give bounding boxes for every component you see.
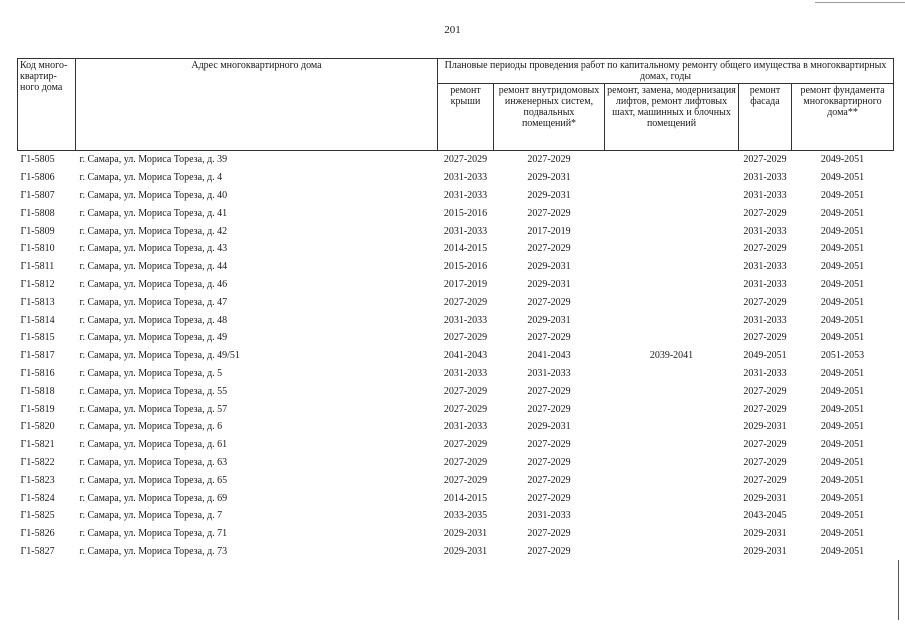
cell-systems: 2031-2033 xyxy=(527,510,571,522)
cell-facade: 2031-2033 xyxy=(743,189,787,201)
cell-systems: 2029-2031 xyxy=(527,189,571,201)
cell-lifts xyxy=(605,329,739,347)
cell-lifts xyxy=(605,507,739,525)
cell-address: г. Самара, ул. Мориса Тореза, д. 69 xyxy=(79,492,228,504)
cell-foundation: 2049-2051 xyxy=(820,243,865,255)
cell-address: г. Самара, ул. Мориса Тореза, д. 73 xyxy=(79,545,228,557)
cell-roof: 2017-2019 xyxy=(443,278,488,290)
cell-code: Г1-5821 xyxy=(20,439,55,451)
cell-roof: 2029-2031 xyxy=(443,545,488,557)
scan-edge-mark xyxy=(898,560,899,620)
table-row xyxy=(18,365,894,383)
cell-roof: 2031-2033 xyxy=(443,367,488,379)
cell-address: г. Самара, ул. Мориса Тореза, д. 47 xyxy=(79,296,228,308)
cell-address: г. Самара, ул. Мориса Тореза, д. 5 xyxy=(79,367,223,379)
cell-systems: 2029-2031 xyxy=(527,314,571,326)
table-row xyxy=(18,187,894,205)
cell-facade: 2031-2033 xyxy=(743,172,787,184)
cell-systems: 2031-2033 xyxy=(527,367,571,379)
cell-facade: 2027-2029 xyxy=(743,439,787,451)
cell-foundation: 2049-2051 xyxy=(820,207,865,219)
cell-foundation: 2049-2051 xyxy=(820,367,865,379)
header-periods: Плановые периоды проведения работ по капитальному ремонту общего имущества в многоквартирных домах, годы xyxy=(438,59,894,84)
cell-lifts xyxy=(605,471,739,489)
cell-systems: 2027-2029 xyxy=(527,403,571,415)
cell-facade: 2027-2029 xyxy=(743,385,787,397)
cell-lifts xyxy=(605,436,739,454)
cell-facade: 2043-2045 xyxy=(743,510,787,522)
cell-lifts xyxy=(605,525,739,543)
cell-address: г. Самара, ул. Мориса Тореза, д. 71 xyxy=(79,528,228,540)
cell-foundation: 2049-2051 xyxy=(820,421,865,433)
cell-foundation: 2049-2051 xyxy=(820,296,865,308)
cell-lifts xyxy=(605,400,739,418)
cell-foundation: 2049-2051 xyxy=(820,154,865,166)
cell-roof: 2027-2029 xyxy=(443,385,488,397)
header-facade: ремонт фасада xyxy=(739,84,792,151)
cell-systems: 2027-2029 xyxy=(527,154,571,166)
cell-facade: 2029-2031 xyxy=(743,492,787,504)
cell-roof: 2041-2043 xyxy=(443,350,488,362)
cell-lifts xyxy=(605,151,739,169)
cell-address: г. Самара, ул. Мориса Тореза, д. 39 xyxy=(79,154,228,166)
cell-roof: 2027-2029 xyxy=(443,456,488,468)
cell-facade: 2031-2033 xyxy=(743,278,787,290)
cell-systems: 2029-2031 xyxy=(527,172,571,184)
cell-lifts xyxy=(605,454,739,472)
cell-facade: 2027-2029 xyxy=(743,207,787,219)
cell-foundation: 2049-2051 xyxy=(820,510,865,522)
cell-address: г. Самара, ул. Мориса Тореза, д. 42 xyxy=(79,225,228,237)
cell-roof: 2027-2029 xyxy=(443,154,488,166)
cell-lifts xyxy=(605,382,739,400)
cell-systems: 2029-2031 xyxy=(527,278,571,290)
cell-foundation: 2049-2051 xyxy=(820,439,865,451)
cell-facade: 2027-2029 xyxy=(743,403,787,415)
cell-address: г. Самара, ул. Мориса Тореза, д. 61 xyxy=(79,439,228,451)
cell-lifts xyxy=(605,489,739,507)
cell-roof: 2031-2033 xyxy=(443,314,488,326)
cell-roof: 2031-2033 xyxy=(443,189,488,201)
cell-facade: 2029-2031 xyxy=(743,528,787,540)
cell-systems: 2027-2029 xyxy=(527,207,571,219)
cell-systems: 2027-2029 xyxy=(527,456,571,468)
cell-address: г. Самара, ул. Мориса Тореза, д. 44 xyxy=(79,261,228,273)
cell-code: Г1-5819 xyxy=(20,403,55,415)
cell-lifts xyxy=(605,204,739,222)
cell-code: Г1-5824 xyxy=(20,492,55,504)
cell-lifts: 2039-2041 xyxy=(649,350,694,362)
cell-foundation: 2049-2051 xyxy=(820,403,865,415)
cell-systems: 2027-2029 xyxy=(527,385,571,397)
table-row xyxy=(18,258,894,276)
cell-foundation: 2049-2051 xyxy=(820,528,865,540)
cell-address: г. Самара, ул. Мориса Тореза, д. 4 xyxy=(79,172,223,184)
cell-code: Г1-5807 xyxy=(20,189,55,201)
cell-systems: 2027-2029 xyxy=(527,528,571,540)
cell-lifts xyxy=(605,418,739,436)
cell-facade: 2031-2033 xyxy=(743,261,787,273)
cell-address: г. Самара, ул. Мориса Тореза, д. 57 xyxy=(79,403,228,415)
cell-facade: 2027-2029 xyxy=(743,474,787,486)
cell-roof: 2014-2015 xyxy=(443,243,488,255)
cell-roof: 2014-2015 xyxy=(443,492,488,504)
cell-roof: 2031-2033 xyxy=(443,421,488,433)
cell-code: Г1-5805 xyxy=(20,154,55,166)
cell-address: г. Самара, ул. Мориса Тореза, д. 49/51 xyxy=(79,350,240,362)
cell-foundation: 2049-2051 xyxy=(820,385,865,397)
cell-address: г. Самара, ул. Мориса Тореза, д. 40 xyxy=(79,189,228,201)
cell-facade: 2027-2029 xyxy=(743,456,787,468)
cell-roof: 2027-2029 xyxy=(443,332,488,344)
capital-repair-table xyxy=(17,58,894,560)
table-row xyxy=(18,151,894,169)
cell-lifts xyxy=(605,240,739,258)
table-row xyxy=(18,204,894,222)
cell-roof: 2031-2033 xyxy=(443,225,488,237)
cell-roof: 2015-2016 xyxy=(443,261,488,273)
cell-code: Г1-5825 xyxy=(20,510,55,522)
cell-code: Г1-5806 xyxy=(20,172,55,184)
cell-lifts xyxy=(605,222,739,240)
cell-lifts xyxy=(605,258,739,276)
cell-lifts xyxy=(605,187,739,205)
cell-code: Г1-5813 xyxy=(20,296,55,308)
cell-lifts xyxy=(605,169,739,187)
cell-code: Г1-5823 xyxy=(20,474,55,486)
cell-code: Г1-5826 xyxy=(20,528,55,540)
header-lifts: ремонт, замена, модернизация лифтов, ремонт лифтовых шахт, машинных и блочных помещений xyxy=(605,84,739,151)
table-row xyxy=(18,436,894,454)
cell-lifts xyxy=(605,293,739,311)
table-row xyxy=(18,311,894,329)
cell-systems: 2017-2019 xyxy=(527,225,571,237)
table-row xyxy=(18,240,894,258)
cell-address: г. Самара, ул. Мориса Тореза, д. 48 xyxy=(79,314,228,326)
cell-roof: 2031-2033 xyxy=(443,172,488,184)
cell-code: Г1-5808 xyxy=(20,207,55,219)
cell-foundation: 2049-2051 xyxy=(820,314,865,326)
cell-address: г. Самара, ул. Мориса Тореза, д. 41 xyxy=(79,207,228,219)
header-foundation: ремонт фундамента многоквартирного дома** xyxy=(792,84,894,151)
table-row xyxy=(18,543,894,561)
cell-systems: 2027-2029 xyxy=(527,332,571,344)
table-row xyxy=(18,418,894,436)
header-code: Код много-квартир-ного дома xyxy=(18,59,76,151)
table-row xyxy=(18,489,894,507)
cell-roof: 2027-2029 xyxy=(443,296,488,308)
cell-systems: 2029-2031 xyxy=(527,261,571,273)
cell-foundation: 2049-2051 xyxy=(820,278,865,290)
table-row xyxy=(18,329,894,347)
cell-foundation: 2049-2051 xyxy=(820,474,865,486)
header-systems: ремонт внутридомовых инженерных систем, подвальных помещений* xyxy=(494,84,605,151)
table-row xyxy=(18,454,894,472)
cell-foundation: 2049-2051 xyxy=(820,189,865,201)
cell-roof: 2029-2031 xyxy=(443,528,488,540)
page-number: 201 xyxy=(444,24,461,36)
table-row xyxy=(18,169,894,187)
cell-facade: 2027-2029 xyxy=(743,154,787,166)
cell-facade: 2031-2033 xyxy=(743,314,787,326)
cell-code: Г1-5809 xyxy=(20,225,55,237)
cell-systems: 2029-2031 xyxy=(527,421,571,433)
cell-systems: 2027-2029 xyxy=(527,492,571,504)
table-row xyxy=(18,400,894,418)
cell-code: Г1-5814 xyxy=(20,314,55,326)
cell-address: г. Самара, ул. Мориса Тореза, д. 65 xyxy=(79,474,228,486)
cell-foundation: 2049-2051 xyxy=(820,261,865,273)
table-row xyxy=(18,276,894,294)
cell-foundation: 2049-2051 xyxy=(820,456,865,468)
cell-systems: 2027-2029 xyxy=(527,439,571,451)
cell-facade: 2027-2029 xyxy=(743,243,787,255)
cell-roof: 2015-2016 xyxy=(443,207,488,219)
cell-code: Г1-5817 xyxy=(20,350,55,362)
cell-code: Г1-5811 xyxy=(20,261,55,273)
cell-address: г. Самара, ул. Мориса Тореза, д. 43 xyxy=(79,243,228,255)
cell-address: г. Самара, ул. Мориса Тореза, д. 55 xyxy=(79,385,228,397)
cell-facade: 2049-2051 xyxy=(743,350,787,362)
cell-systems: 2027-2029 xyxy=(527,243,571,255)
cell-code: Г1-5827 xyxy=(20,545,55,557)
cell-code: Г1-5812 xyxy=(20,278,55,290)
cell-code: Г1-5820 xyxy=(20,421,55,433)
cell-code: Г1-5816 xyxy=(20,367,55,379)
cell-facade: 2031-2033 xyxy=(743,367,787,379)
cell-facade: 2027-2029 xyxy=(743,296,787,308)
cell-foundation: 2049-2051 xyxy=(820,332,865,344)
cell-foundation: 2049-2051 xyxy=(820,172,865,184)
cell-foundation: 2049-2051 xyxy=(820,545,865,557)
cell-systems: 2027-2029 xyxy=(527,474,571,486)
table-row xyxy=(18,471,894,489)
cell-address: г. Самара, ул. Мориса Тореза, д. 46 xyxy=(79,278,228,290)
cell-systems: 2027-2029 xyxy=(527,545,571,557)
cell-lifts xyxy=(605,543,739,561)
table-body xyxy=(18,151,894,561)
cell-lifts xyxy=(605,311,739,329)
cell-foundation: 2049-2051 xyxy=(820,225,865,237)
header-address: Адрес многоквартирного дома xyxy=(76,59,438,151)
cell-code: Г1-5810 xyxy=(20,243,55,255)
table-row xyxy=(18,347,894,365)
header-row-top xyxy=(18,59,894,84)
cell-address: г. Самара, ул. Мориса Тореза, д. 7 xyxy=(79,510,223,522)
table-row xyxy=(18,525,894,543)
cell-lifts xyxy=(605,365,739,383)
cell-code: Г1-5818 xyxy=(20,385,55,397)
cell-address: г. Самара, ул. Мориса Тореза, д. 63 xyxy=(79,456,228,468)
cell-code: Г1-5822 xyxy=(20,456,55,468)
cell-roof: 2027-2029 xyxy=(443,474,488,486)
cell-systems: 2041-2043 xyxy=(527,350,571,362)
cell-address: г. Самара, ул. Мориса Тореза, д. 49 xyxy=(79,332,228,344)
cell-roof: 2027-2029 xyxy=(443,403,488,415)
cell-foundation: 2051-2053 xyxy=(820,350,865,362)
top-rule xyxy=(815,2,905,3)
cell-roof: 2033-2035 xyxy=(443,510,488,522)
cell-facade: 2029-2031 xyxy=(743,545,787,557)
table-row xyxy=(18,382,894,400)
table-row xyxy=(18,507,894,525)
table-row xyxy=(18,222,894,240)
cell-address: г. Самара, ул. Мориса Тореза, д. 6 xyxy=(79,421,223,433)
table-row xyxy=(18,293,894,311)
cell-facade: 2029-2031 xyxy=(743,421,787,433)
cell-lifts xyxy=(605,276,739,294)
cell-facade: 2027-2029 xyxy=(743,332,787,344)
cell-foundation: 2049-2051 xyxy=(820,492,865,504)
cell-systems: 2027-2029 xyxy=(527,296,571,308)
header-roof: ремонт крыши xyxy=(438,84,494,151)
cell-code: Г1-5815 xyxy=(20,332,55,344)
cell-facade: 2031-2033 xyxy=(743,225,787,237)
cell-roof: 2027-2029 xyxy=(443,439,488,451)
